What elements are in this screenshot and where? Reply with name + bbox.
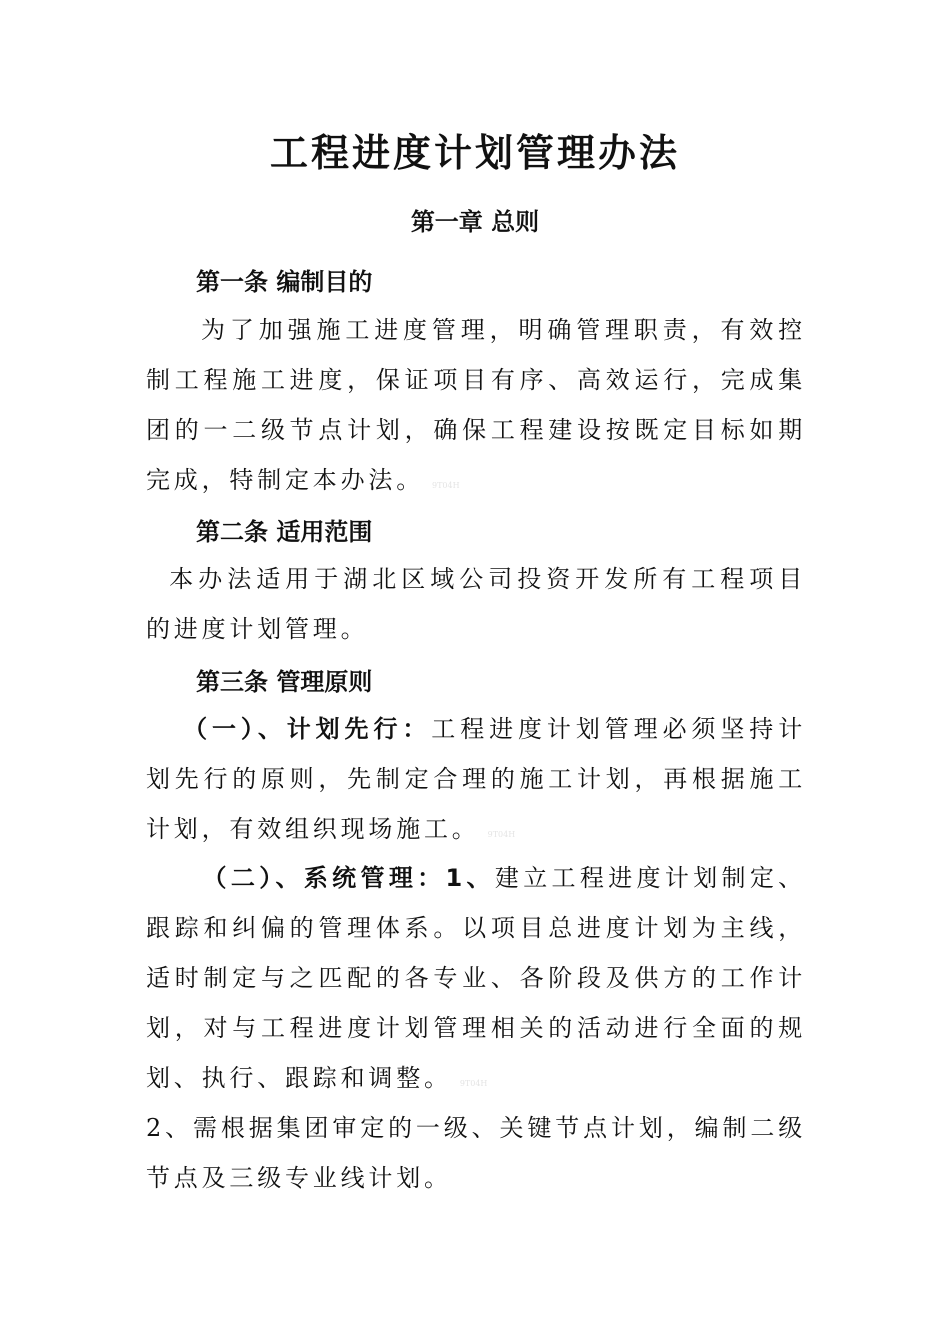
article-2-body xyxy=(146,554,806,654)
article-1-body xyxy=(146,305,806,511)
article-2-text: 本办法适用于湖北区域公司投资开发所有工程项目的进度计划管理。 xyxy=(146,565,806,643)
item-1-text: 工程进度计划管理必须坚持计划先行的原则，先制定合理的施工计划，再根据施工计划，有效组织现场施工。 xyxy=(146,715,806,843)
article-3-item-2 xyxy=(146,853,806,1109)
article-3-heading: 第三条 管理原则 xyxy=(196,668,373,696)
article-2-heading: 第二条 适用范围 xyxy=(196,518,373,546)
chapter-heading: 第一章 总则 xyxy=(410,208,540,236)
watermark-text: 9T04H xyxy=(459,1079,488,1088)
document-title: 工程进度计划管理办法 xyxy=(269,131,680,175)
item-1-label: （一）、计划先行： xyxy=(182,715,432,743)
article-1-text: 为了加强施工进度管理，明确管理职责，有效控制工程施工进度，保证项目有序、高效运行，完成集团的一二级节点计划，确保工程建设按既定目标如期完成，特制定本办法。 xyxy=(146,316,806,494)
item-2-label: （二）、系统管理：1、 xyxy=(202,864,495,892)
article-3-item-1 xyxy=(146,704,806,860)
article-1-heading: 第一条 编制目的 xyxy=(196,268,373,296)
item-2-text: 建立工程进度计划制定、跟踪和纠偏的管理体系。以项目总进度计划为主线，适时制定与之匹配的各专业、各阶段及供方的工作计划，对与工程进度计划管理相关的活动进行全面的规划、执行、跟踪和调整。 xyxy=(146,864,806,1092)
watermark-text: 9T04H xyxy=(432,481,460,490)
article-3-item-2-point-2: 2、需根据集团审定的一级、关键节点计划，编制二级节点及三级专业线计划。 xyxy=(146,1114,806,1192)
watermark-text: 9T04H xyxy=(487,830,516,839)
